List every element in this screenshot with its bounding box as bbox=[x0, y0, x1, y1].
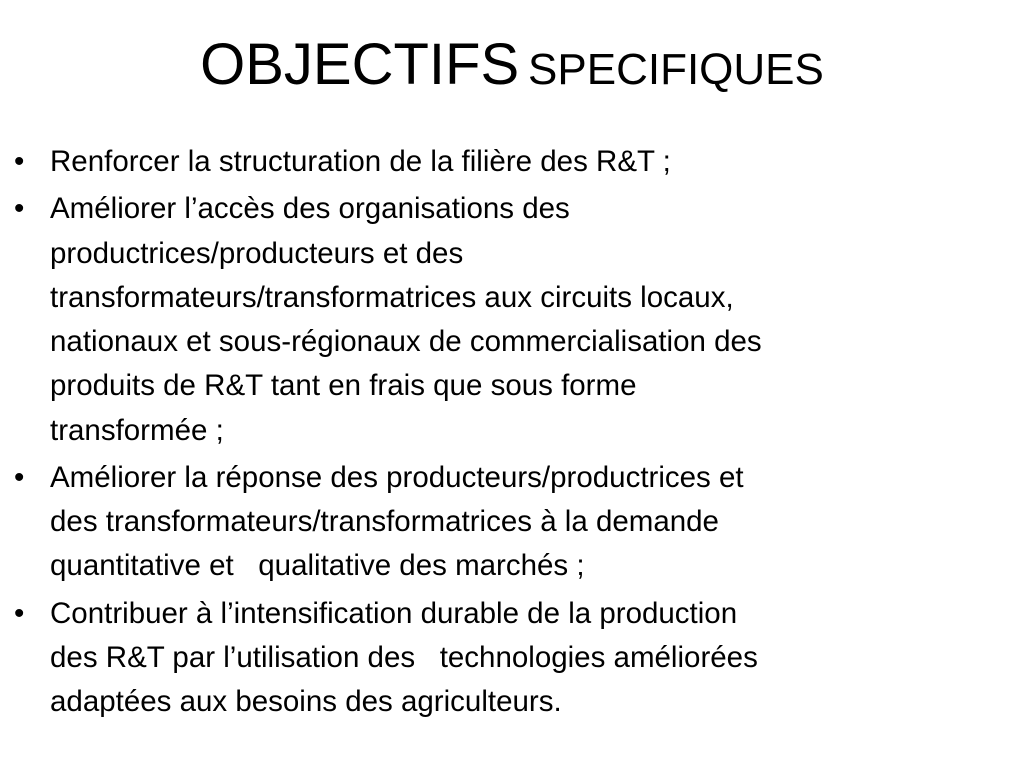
bullet-text-line: productrices/producteurs et des bbox=[50, 236, 464, 270]
bullet-text-line: Améliorer l’accès des organisations des bbox=[50, 192, 570, 226]
bullet-item bbox=[14, 592, 1018, 725]
bullet-icon: • bbox=[14, 596, 25, 630]
bullet-text-line: adaptées aux besoins des agriculteurs. bbox=[50, 685, 562, 718]
title-main: OBJECTIFS bbox=[200, 32, 520, 97]
bullet-icon: • bbox=[14, 192, 25, 226]
bullet-text-line: des R&T par l’utilisation des technologies améliorées bbox=[50, 640, 758, 674]
bullet-text-line: des transformateurs/transformatrices à la demande bbox=[50, 505, 719, 538]
bullet-text-line: nationaux et sous-régionaux de commercialisation des bbox=[50, 325, 762, 358]
bullet-text-line: produits de R&T tant en frais que sous forme bbox=[50, 369, 637, 403]
bullet-text-line: transformateurs/transformatrices aux circuits locaux, bbox=[50, 280, 734, 314]
bullet-text-line: quantitative et qualitative des marchés ; bbox=[50, 549, 585, 583]
bullet-list bbox=[14, 140, 1018, 727]
bullet-icon: • bbox=[14, 145, 25, 178]
bullet-item bbox=[14, 456, 1018, 589]
bullet-text-line: Améliorer la réponse des producteurs/productrices et bbox=[50, 460, 744, 494]
bullet-item bbox=[14, 140, 1018, 184]
title-sub: SPECIFIQUES bbox=[528, 45, 824, 94]
bullet-text-line: Renforcer la structuration de la filière des R&T ; bbox=[50, 145, 671, 178]
bullet-icon: • bbox=[14, 460, 25, 494]
slide-title bbox=[0, 32, 1024, 97]
bullet-text-line: Contribuer à l’intensification durable de la production bbox=[50, 596, 738, 630]
bullet-text-line: transformée ; bbox=[50, 413, 224, 447]
bullet-item bbox=[14, 187, 1018, 453]
